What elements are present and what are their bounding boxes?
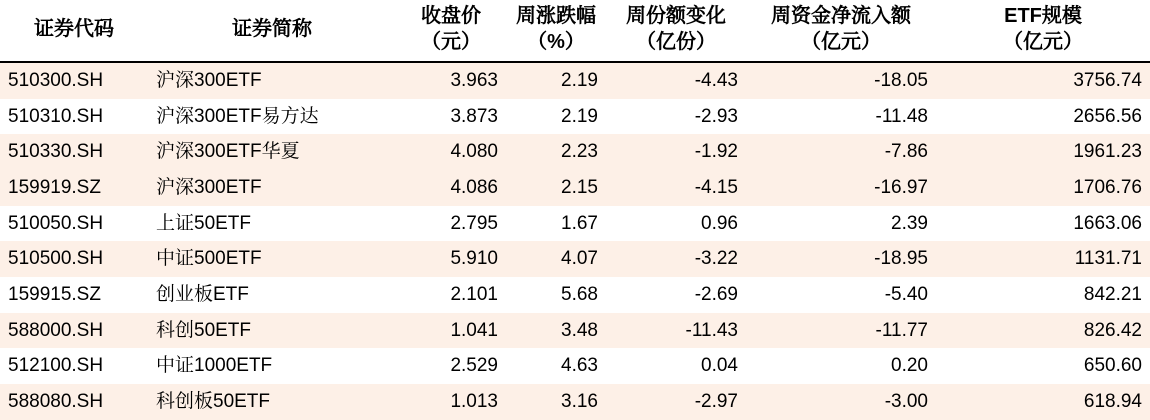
cell-share-change: -4.15 (606, 170, 746, 206)
column-header-weekly-change-line-2: （%） (527, 30, 585, 53)
cell-close-price: 2.795 (396, 206, 506, 242)
cell-code: 512100.SH (0, 348, 148, 384)
cell-weekly-change: 2.23 (506, 134, 606, 170)
column-header-code (0, 0, 148, 62)
cell-net-inflow: -16.97 (746, 170, 936, 206)
cell-weekly-change: 4.07 (506, 241, 606, 277)
column-header-share-change-line-1: 周份额变化 (626, 5, 726, 27)
table-row (0, 134, 1150, 170)
cell-share-change: -2.93 (606, 99, 746, 135)
cell-name: 科创板50ETF (148, 384, 396, 420)
table-row (0, 99, 1150, 135)
column-header-weekly-change (506, 0, 606, 62)
table-header (0, 0, 1150, 62)
cell-name: 沪深300ETF (148, 170, 396, 206)
cell-weekly-change: 2.19 (506, 99, 606, 135)
cell-net-inflow: -18.05 (746, 62, 936, 99)
cell-name: 科创50ETF (148, 313, 396, 349)
table-row (0, 170, 1150, 206)
column-header-etf-scale-line-2: （亿元） (1003, 30, 1083, 53)
cell-close-price: 3.963 (396, 62, 506, 99)
column-header-etf-scale-line-1: ETF规模 (1004, 5, 1082, 27)
cell-share-change: -3.22 (606, 241, 746, 277)
cell-share-change: 0.96 (606, 206, 746, 242)
cell-net-inflow: -5.40 (746, 277, 936, 313)
cell-etf-scale: 826.42 (936, 313, 1150, 349)
cell-name: 沪深300ETF华夏 (148, 134, 396, 170)
column-header-close-price-line-2: （元） (421, 30, 481, 53)
cell-code: 588000.SH (0, 313, 148, 349)
cell-weekly-change: 2.19 (506, 62, 606, 99)
column-header-net-inflow-line-1: 周资金净流入额 (771, 5, 911, 27)
cell-name: 中证500ETF (148, 241, 396, 277)
cell-share-change: -2.69 (606, 277, 746, 313)
cell-etf-scale: 1706.76 (936, 170, 1150, 206)
table-row (0, 348, 1150, 384)
table-row (0, 384, 1150, 420)
column-header-weekly-change-line-1: 周涨跌幅 (516, 5, 596, 27)
cell-net-inflow: -11.77 (746, 313, 936, 349)
cell-name: 沪深300ETF易方达 (148, 99, 396, 135)
cell-share-change: -4.43 (606, 62, 746, 99)
cell-net-inflow: -18.95 (746, 241, 936, 277)
cell-weekly-change: 3.16 (506, 384, 606, 420)
table-header-row (0, 0, 1150, 62)
column-header-close-price (396, 0, 506, 62)
cell-weekly-change: 4.63 (506, 348, 606, 384)
cell-name: 沪深300ETF (148, 62, 396, 99)
column-header-name (148, 0, 396, 62)
cell-close-price: 4.086 (396, 170, 506, 206)
column-header-share-change (606, 0, 746, 62)
cell-name: 创业板ETF (148, 277, 396, 313)
cell-net-inflow: -11.48 (746, 99, 936, 135)
cell-close-price: 1.041 (396, 313, 506, 349)
cell-share-change: -1.92 (606, 134, 746, 170)
cell-close-price: 3.873 (396, 99, 506, 135)
cell-code: 510300.SH (0, 62, 148, 99)
cell-name: 上证50ETF (148, 206, 396, 242)
column-header-net-inflow (746, 0, 936, 62)
table-body (0, 62, 1150, 419)
cell-weekly-change: 1.67 (506, 206, 606, 242)
table-row (0, 313, 1150, 349)
table-row (0, 62, 1150, 99)
cell-code: 510310.SH (0, 99, 148, 135)
cell-etf-scale: 1663.06 (936, 206, 1150, 242)
cell-net-inflow: -3.00 (746, 384, 936, 420)
cell-etf-scale: 1131.71 (936, 241, 1150, 277)
cell-close-price: 2.101 (396, 277, 506, 313)
cell-etf-scale: 3756.74 (936, 62, 1150, 99)
cell-etf-scale: 2656.56 (936, 99, 1150, 135)
cell-close-price: 4.080 (396, 134, 506, 170)
cell-net-inflow: 0.20 (746, 348, 936, 384)
cell-net-inflow: -7.86 (746, 134, 936, 170)
cell-code: 159915.SZ (0, 277, 148, 313)
cell-share-change: -2.97 (606, 384, 746, 420)
cell-etf-scale: 650.60 (936, 348, 1150, 384)
column-header-close-price-line-1: 收盘价 (421, 5, 481, 27)
cell-close-price: 5.910 (396, 241, 506, 277)
cell-close-price: 1.013 (396, 384, 506, 420)
column-header-name-line-1: 证券简称 (232, 17, 312, 40)
cell-etf-scale: 1961.23 (936, 134, 1150, 170)
table-row (0, 241, 1150, 277)
cell-weekly-change: 2.15 (506, 170, 606, 206)
cell-weekly-change: 3.48 (506, 313, 606, 349)
cell-close-price: 2.529 (396, 348, 506, 384)
cell-weekly-change: 5.68 (506, 277, 606, 313)
column-header-net-inflow-line-2: （亿元） (801, 30, 881, 53)
column-header-etf-scale (936, 0, 1150, 62)
cell-code: 588080.SH (0, 384, 148, 420)
column-header-share-change-line-2: （亿份） (636, 30, 716, 53)
cell-code: 159919.SZ (0, 170, 148, 206)
table-row (0, 277, 1150, 313)
column-header-code-line-1: 证券代码 (34, 17, 114, 40)
cell-code: 510050.SH (0, 206, 148, 242)
cell-share-change: -11.43 (606, 313, 746, 349)
cell-net-inflow: 2.39 (746, 206, 936, 242)
cell-etf-scale: 842.21 (936, 277, 1150, 313)
table-row (0, 206, 1150, 242)
cell-code: 510500.SH (0, 241, 148, 277)
cell-etf-scale: 618.94 (936, 384, 1150, 420)
cell-share-change: 0.04 (606, 348, 746, 384)
cell-name: 中证1000ETF (148, 348, 396, 384)
cell-code: 510330.SH (0, 134, 148, 170)
